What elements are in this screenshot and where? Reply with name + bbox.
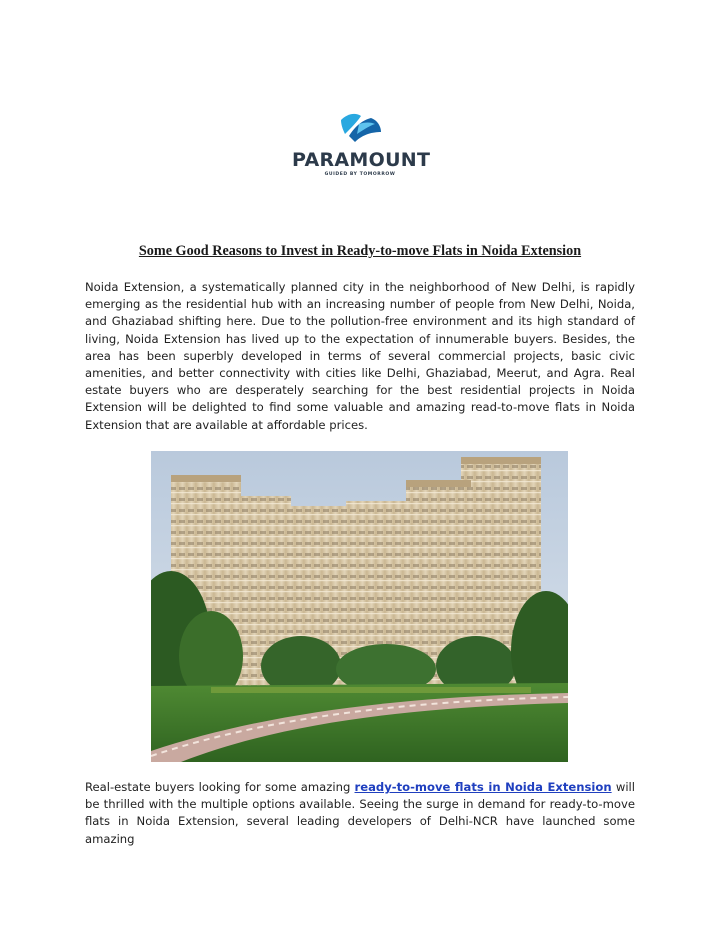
paragraph-2-rest: will be thrilled with the multiple options available. Seeing the surge in demand for ready-to-move flats in Noida Extension, several leading developers of Delhi-NCR have launched some amazing	[85, 780, 635, 846]
paragraph-2-lead: Real-estate buyers looking for some amazing	[85, 780, 355, 794]
paramount-wing-icon	[337, 112, 383, 146]
ready-to-move-flats-link[interactable]: ready-to-move flats in Noida Extension	[354, 780, 612, 794]
residential-towers-photo	[151, 451, 568, 762]
article-paragraph-1: Noida Extension, a systematically planned city in the neighborhood of New Delhi, is rapidly emerging as the residential hub with an increasing number of people from New Delhi, Noida, and Ghaziabad shifting here. Due to the pollution-free environment and its high standard of living, Noida Extension has lived up to the expectation of innumerable buyers. Besides, the area has been superbly developed in terms of several commercial projects, basic civic amenities, and better connectivity with cities like Delhi, Ghaziabad, Meerut, and Agra. Real estate buyers who are desperately searching for the best residential projects in Noida Extension will be delighted to find some valuable and amazing read-to-move flats in Noida Extension that are available at affordable prices.	[85, 280, 635, 432]
article-title: Some Good Reasons to Invest in Ready-to-move Flats in Noida Extension	[138, 243, 582, 259]
article-paragraph-2	[85, 779, 635, 848]
logo-tagline: GUIDED BY TOMORROW	[324, 172, 396, 177]
logo-wordmark: PARAMOUNT	[292, 149, 431, 171]
paramount-logo	[292, 112, 432, 184]
